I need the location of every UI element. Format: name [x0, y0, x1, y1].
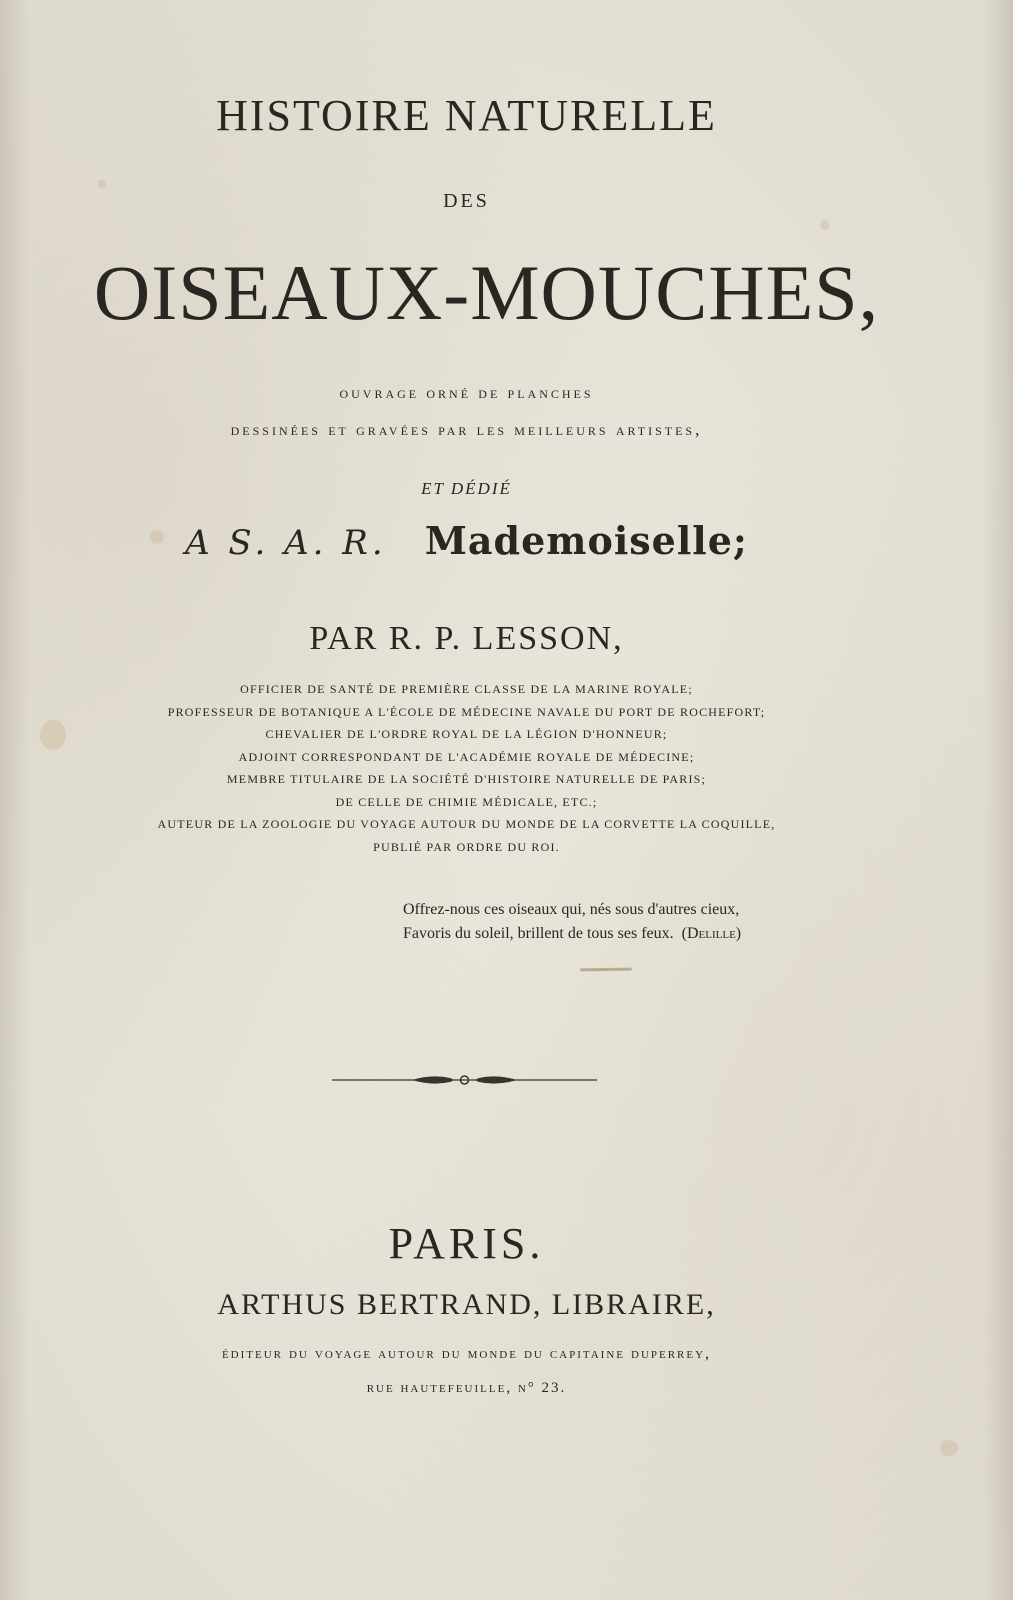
- foxing-spot: [98, 180, 106, 188]
- ornament-right-leaf: [476, 1076, 517, 1083]
- city: PARIS.: [388, 1219, 545, 1268]
- author-title-item: ADJOINT CORRESPONDANT DE L'ACADÉMIE ROYALE DE MÉDECINE;: [238, 749, 695, 764]
- publisher: ARTHUS BERTRAND, LIBRAIRE,: [217, 1288, 716, 1321]
- epigraph-line-2: [403, 922, 741, 946]
- dedicatee-punct: ;: [732, 518, 748, 563]
- dedicatee-initials: A S. A. R.: [185, 523, 387, 563]
- title-line-3: OISEAUX-MOUCHES,: [93, 249, 880, 336]
- foxing-spot: [940, 1440, 958, 1456]
- epigraph-attribution: (Delille): [681, 925, 742, 942]
- dedication-intro: ET DÉDIÉ: [421, 479, 512, 498]
- epigraph-line-1: Offrez-nous ces oiseaux qui, nés sous d'autres cieux,: [403, 901, 740, 918]
- author-title-item: PROFESSEUR DE BOTANIQUE A L'ÉCOLE DE MÉDECINE NAVALE DU PORT DE ROCHEFORT;: [167, 704, 766, 719]
- title-line-2: DES: [443, 190, 490, 212]
- publisher-note: éditeur du voyage autour du monde du capitaine duperrey,: [221, 1345, 712, 1362]
- author-line: PAR R. P. LESSON,: [309, 620, 624, 657]
- ornamental-rule: [332, 1070, 597, 1090]
- author-title-item: MEMBRE TITULAIRE DE LA SOCIÉTÉ D'HISTOIRE NATURELLE DE PARIS;: [226, 772, 707, 786]
- address: rue hautefeuille, n° 23.: [366, 1380, 567, 1396]
- dedicatee: [0, 518, 973, 564]
- epigraph: [403, 898, 741, 946]
- title-line-1: HISTOIRE NATURELLE: [216, 91, 717, 140]
- small-rule: [580, 968, 632, 972]
- author-title-item: CHEVALIER DE L'ORDRE ROYAL DE LA LÉGION D'HONNEUR;: [265, 727, 668, 741]
- author-title-item: OFFICIER DE SANTÉ DE PREMIÈRE CLASSE DE LA MARINE ROYALE;: [240, 682, 693, 696]
- epigraph-line-2-text: Favoris du soleil, brillent de tous ses feux.: [403, 925, 674, 942]
- author-title-item: PUBLIÉ PAR ORDRE DU ROI.: [373, 839, 560, 854]
- dedicatee-name: Mademoiselle: [424, 518, 733, 563]
- foxing-spot: [820, 220, 830, 230]
- author-titles: [0, 678, 1013, 858]
- author-title-item: DE CELLE DE CHIMIE MÉDICALE, ETC.;: [335, 794, 598, 809]
- author-title-item: AUTEUR DE LA ZOOLOGIE DU VOYAGE AUTOUR DU MONDE DE LA CORVETTE LA COQUILLE,: [157, 817, 776, 831]
- subtitle-line-2: dessinées et gravées par les meilleurs artistes,: [230, 420, 703, 439]
- ornament-left-leaf: [412, 1076, 453, 1083]
- subtitle-line-1: ouvrage orné de planches: [339, 383, 594, 402]
